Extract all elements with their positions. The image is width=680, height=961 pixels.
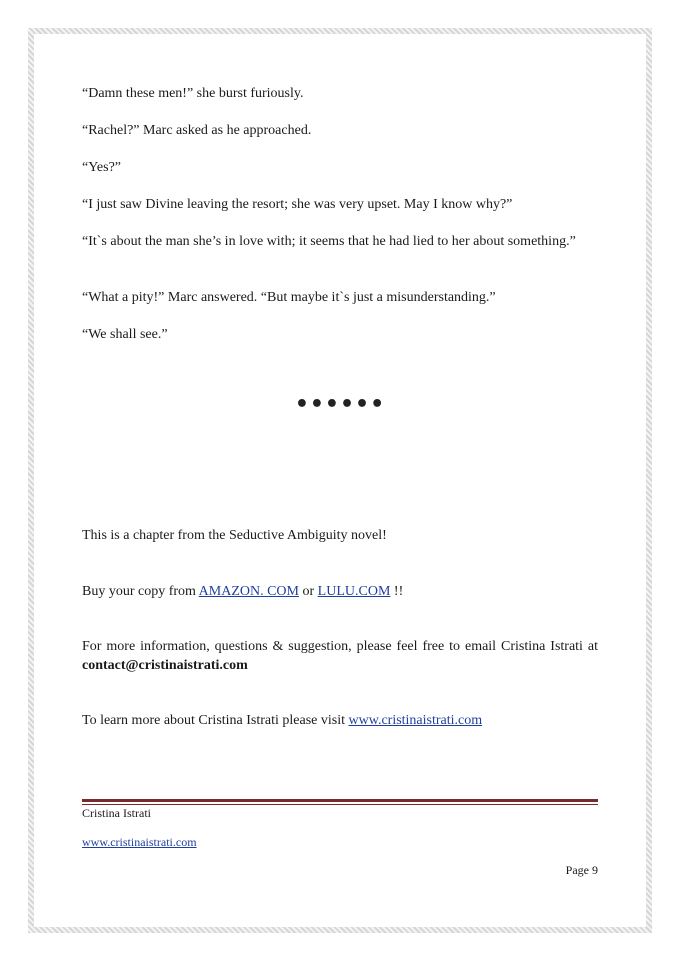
website-link[interactable]: www.cristinaistrati.com	[348, 713, 483, 728]
buy-copy-line	[82, 582, 598, 601]
info-text: For more information, questions & suggestion, please feel free to email Cristina Istrati at	[82, 639, 598, 654]
dialogue-line-2: “Rachel?” Marc asked as he approached.	[82, 123, 312, 138]
dialogue-line-1: “Damn these men!” she burst furiously.	[82, 86, 304, 101]
footer-divider	[82, 799, 598, 802]
buy-or: or	[299, 584, 318, 599]
dialogue-line-6: “What a pity!” Marc answered. “But maybe it`s just a misunderstanding.”	[82, 290, 496, 305]
buy-prefix: Buy your copy from	[82, 584, 199, 599]
visit-line	[82, 711, 598, 730]
chapter-note: This is a chapter from the Seductive Ambiguity novel!	[82, 528, 387, 543]
footer-author: Cristina Istrati	[82, 806, 151, 820]
buy-suffix: !!	[390, 584, 404, 599]
dialogue-line-7: “We shall see.”	[82, 327, 168, 342]
info-paragraph	[82, 637, 598, 675]
lulu-link[interactable]: LULU.COM	[317, 584, 391, 599]
visit-text: To learn more about Cristina Istrati please visit	[82, 713, 349, 728]
page-number: Page 9	[565, 863, 598, 877]
footer-divider-thin	[82, 804, 598, 805]
section-separator: ••••••	[294, 392, 386, 417]
dialogue-line-4: “I just saw Divine leaving the resort; she was very upset. May I know why?”	[82, 197, 513, 212]
dialogue-line-3: “Yes?”	[82, 160, 122, 175]
footer-website-link[interactable]: www.cristinaistrati.com	[82, 835, 197, 849]
email-address: contact@cristinaistrati.com	[82, 658, 248, 673]
amazon-link[interactable]: AMAZON. COM	[198, 584, 299, 599]
dialogue-line-5: “It`s about the man she’s in love with; it seems that he had lied to her about something.”	[82, 234, 576, 249]
